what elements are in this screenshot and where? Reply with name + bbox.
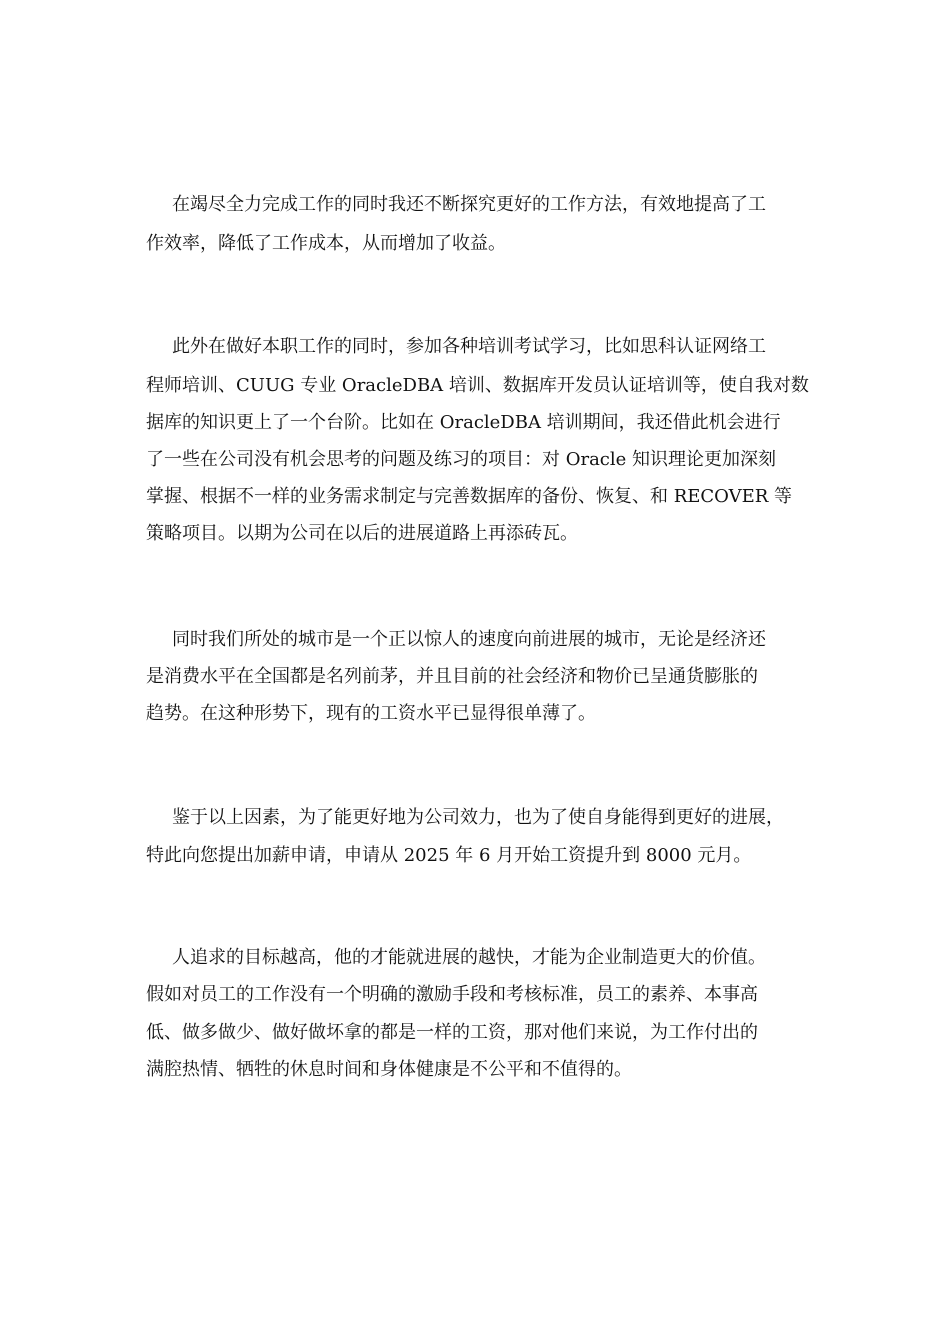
paragraph-1-line-1: 在竭尽全力完成工作的同时我还不断探究更好的工作方法，有效地提高了工 <box>172 194 766 215</box>
paragraph-1-line-2: 作效率，降低了工作成本，从而增加了收益。 <box>146 233 506 254</box>
paragraph-5-line-3: 低、做多做少、做好做坏拿的都是一样的工资，那对他们来说，为工作付出的 <box>146 1022 758 1043</box>
paragraph-2-line-4: 了一些在公司没有机会思考的问题及练习的项目：对 Oracle 知识理论更加深刻 <box>146 449 777 470</box>
paragraph-4-line-1: 鉴于以上因素，为了能更好地为公司效力，也为了使自身能得到更好的进展， <box>172 807 784 828</box>
paragraph-3-line-3: 趋势。在这种形势下，现有的工资水平已显得很单薄了。 <box>146 703 596 724</box>
paragraph-5-line-2: 假如对员工的工作没有一个明确的激励手段和考核标准，员工的素养、本事高 <box>146 984 758 1005</box>
paragraph-3-line-1: 同时我们所处的城市是一个正以惊人的速度向前进展的城市，无论是经济还 <box>172 629 766 650</box>
paragraph-2-line-6: 策略项目。以期为公司在以后的进展道路上再添砖瓦。 <box>146 523 578 544</box>
paragraph-3-line-2: 是消费水平在全国都是名列前茅，并且目前的社会经济和物价已呈通货膨胀的 <box>146 666 758 687</box>
paragraph-4-line-2: 特此向您提出加薪申请，申请从 2025 年 6 月开始工资提升到 8000 元月。 <box>146 845 752 866</box>
paragraph-5-line-1: 人追求的目标越高，他的才能就进展的越快，才能为企业制造更大的价值。 <box>172 947 766 968</box>
paragraph-2-line-3: 据库的知识更上了一个台阶。比如在 OracleDBA 培训期间，我还借此机会进行 <box>146 412 781 433</box>
paragraph-5-line-4: 满腔热情、牺牲的休息时间和身体健康是不公平和不值得的。 <box>146 1059 632 1080</box>
paragraph-2-line-5: 掌握、根据不一样的业务需求制定与完善数据库的备份、恢复、和 RECOVER 等 <box>146 486 793 507</box>
paragraph-2-line-2: 程师培训、CUUG 专业 OracleDBA 培训、数据库开发员认证培训等，使自我对数 <box>146 375 809 396</box>
paragraph-2-line-1: 此外在做好本职工作的同时，参加各种培训考试学习，比如思科认证网络工 <box>172 336 766 357</box>
